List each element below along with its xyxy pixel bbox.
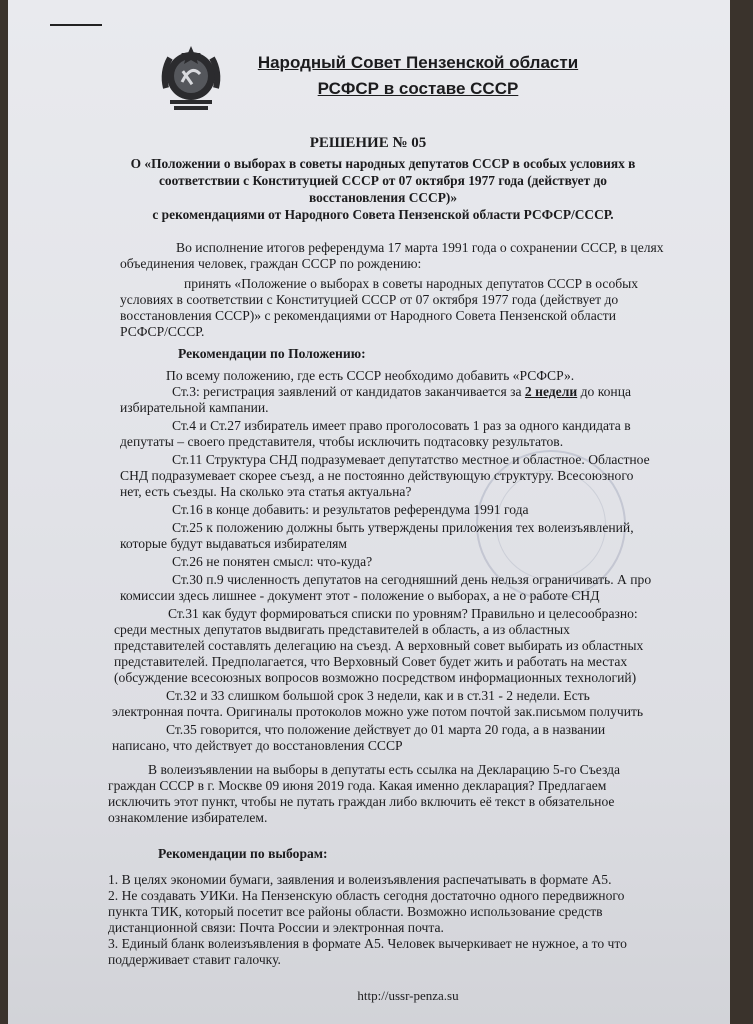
rec-line-20: Ст.32 и 33 слишком большой срок 3 недели, как и в ст.31 - 2 недели. Есть [166, 688, 590, 703]
top-dash-mark [50, 24, 102, 26]
rec-line-18: представителей. Предполагается, что Верховный Совет будет жить и работать на местах [114, 654, 628, 669]
rec-line-17: представителей составлять делегацию на съезд. А верховный совет выбирать из областных [114, 638, 644, 653]
election-rec-line-5: 3. Единый бланк волеизъявления в формате А5. Человек вычеркивает не нужное, а то что [108, 936, 627, 951]
rec-line-2: Ст.3: регистрация заявлений от кандидатов заканчивается за 2 недели до конца [172, 384, 631, 399]
rec-line-6: Ст.11 Структура СНД подразумевает депутатство местное и областное. Областное [172, 452, 650, 467]
rec-line-11: которые будут выдаваться избирателям [120, 536, 348, 551]
document-page [8, 0, 730, 1024]
rec-line-14: комиссии здесь лишнее - документ этот - положение о выборах, а не о работе СНД [120, 588, 600, 603]
declaration-line-4: ознакомление избирателем. [108, 810, 268, 825]
declaration-line-2: граждан СССР в г. Москве 09 июня 2019 года. Какая именно декларация? Предлагаем [108, 778, 607, 793]
rec-line-1: По всему положению, где есть СССР необходимо добавить «РСФСР». [166, 368, 575, 383]
rec-line-16: среди местных депутатов выдвигать представителей в область, а из областных [114, 622, 570, 637]
rec-line-13: Ст.30 п.9 численность депутатов на сегодняшний день нельзя ограничивать. А про [172, 572, 652, 587]
footer-url: http://ussr-penza.su [357, 988, 459, 1003]
org-line-1: Народный Совет Пензенской области [257, 53, 579, 72]
declaration-line-3: исключить этот пункт, чтобы не путать граждан либо включить её текст в обязательное [108, 794, 615, 809]
rec-line-15: Ст.31 как будут формироваться списки по уровням? Правильно и целесообразно: [168, 606, 638, 621]
organization-header [198, 50, 638, 102]
decision-subject [128, 155, 638, 223]
preamble-line-1: Во исполнение итогов референдума 17 марта 1991 года о сохранении СССР, в целях [176, 240, 664, 255]
rec-line-21: электронная почта. Оригиналы протоколов можно уже потом почтой зак.письмом получить [112, 704, 644, 719]
rec-line-22: Ст.35 говорится, что положение действует до 01 марта 20 года, а в названии [166, 722, 606, 737]
preamble-line-2: объединения человек, граждан СССР по рождению: [120, 256, 422, 271]
election-rec-line-6: поддерживает ставит галочку. [108, 952, 281, 967]
subject-line-4: с рекомендациями от Народного Совета Пензенской области РСФСР/СССР. [152, 207, 614, 222]
section-2-heading: Рекомендации по выборам: [158, 846, 328, 861]
emphasis-2-weeks: 2 недели [524, 384, 578, 399]
resolution-line-1: принять «Положение о выборах в советы народных депутатов СССР в особых [184, 276, 639, 291]
declaration-line-1: В волеизъявлении на выборы в депутаты есть ссылка на Декларацию 5-го Съезда [148, 762, 621, 777]
resolution-line-2: условиях в соответствии с Конституцией СССР от 07 октября 1977 года (действует до [120, 292, 619, 307]
org-line-2: РСФСР в составе СССР [317, 79, 519, 98]
election-rec-line-2: 2. Не создавать УИКи. На Пензенскую область сегодня достаточно одного передвижного [108, 888, 625, 903]
resolution-line-4: РСФСР/СССР. [120, 324, 205, 339]
election-rec-line-4: дистанционной связи: Почта России и электронная почта. [108, 920, 444, 935]
election-rec-line-3: пункта ТИК, который посетит все районы области. Возможно использование средств [108, 904, 603, 919]
subject-line-1: О «Положении о выборах в советы народных депутатов СССР в особых условиях в [130, 156, 636, 171]
rec-line-19: (обсуждение всесоюзных вопросов возможно посредством информационных технологий) [114, 670, 637, 685]
election-rec-line-1: 1. В целях экономии бумаги, заявления и волеизъявления распечатывать в формате А5. [108, 872, 612, 887]
rec-line-8: нет, есть съезды. На сколько эта статья актуальна? [120, 484, 412, 499]
resolution-line-3: восстановления СССР)» с рекомендациями от Народного Совета Пензенской области [120, 308, 616, 323]
rec-line-23: написано, что действует до восстановления СССР [112, 738, 403, 753]
rec-line-4: Ст.4 и Ст.27 избиратель имеет право проголосовать 1 раз за одного кандидата в [172, 418, 631, 433]
rec-line-9: Ст.16 в конце добавить: и результатов референдума 1991 года [172, 502, 529, 517]
rec-line-10: Ст.25 к положению должны быть утверждены приложения тех волеизъявлений, [172, 520, 634, 535]
decision-title: РЕШЕНИЕ № 05 [309, 135, 427, 151]
rec-line-12: Ст.26 не понятен смысл: что-куда? [172, 554, 373, 569]
subject-line-2: соответствии с Конституцией СССР от 07 октября 1977 года (действует до [158, 173, 607, 188]
rec-line-7: СНД подразумевает скорее съезд, а не постоянно действующую структуру. Всесоюзного [120, 468, 634, 483]
subject-line-3: восстановления СССР)» [308, 190, 458, 205]
rec-line-3: избирательной кампании. [120, 400, 269, 415]
rec-line-5: депутаты – своего представителя, чтобы исключить подтасовку результатов. [120, 434, 564, 449]
section-1-heading: Рекомендации по Положению: [178, 346, 366, 361]
